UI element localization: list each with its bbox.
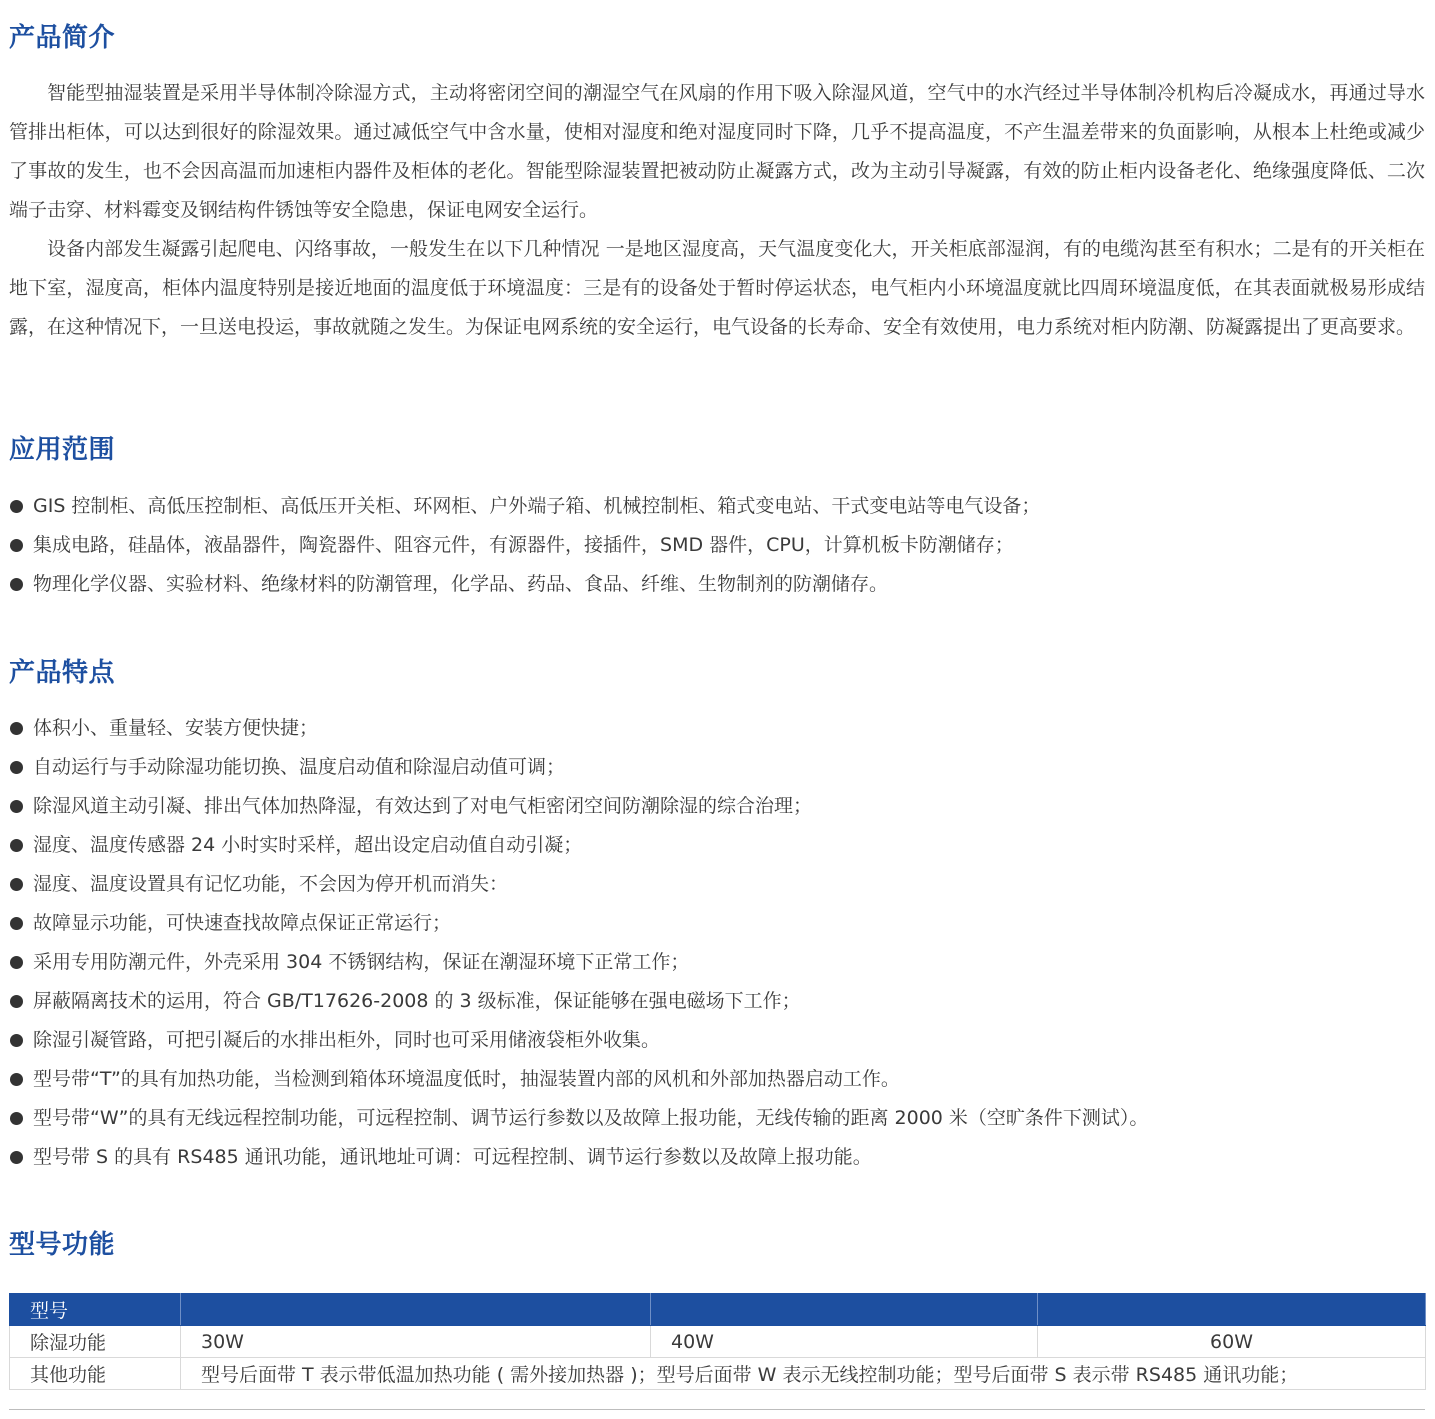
table-cell-wide: 型号后面带 T 表示带低温加热功能 ( 需外接加热器 )；型号后面带 W 表示无线控制功能；型号后面带 S 表示带 RS485 通讯功能； — [181, 1358, 1426, 1390]
list-item: 湿度、温度传感器 24 小时实时采样，超出设定启动值自动引凝； — [9, 826, 1148, 865]
table-header-cell — [1038, 1294, 1426, 1326]
list-item: 采用专用防潮元件，外壳采用 304 不锈钢结构，保证在潮湿环境下正常工作； — [9, 943, 1148, 982]
list-item: 湿度、温度设置具有记忆功能，不会因为停开机而消失： — [9, 865, 1148, 904]
intro-body — [9, 74, 1425, 347]
table-header-cell — [651, 1294, 1038, 1326]
table-cell: 40W — [651, 1326, 1038, 1358]
table-row — [10, 1358, 1426, 1390]
table-cell-label: 除湿功能 — [10, 1326, 181, 1358]
divider — [9, 1409, 1425, 1410]
list-item: 自动运行与手动除湿功能切换、温度启动值和除湿启动值可调； — [9, 748, 1148, 787]
table-cell: 30W — [181, 1326, 651, 1358]
list-item: 除湿引凝管路，可把引凝后的水排出柜外，同时也可采用储液袋柜外收集。 — [9, 1021, 1148, 1060]
table-header-cell: 型号 — [10, 1294, 181, 1326]
list-item: GIS 控制柜、高低压控制柜、高低压开关柜、环网柜、户外端子箱、机械控制柜、箱式变电站、干式变电站等电气设备； — [9, 487, 1040, 526]
list-item: 型号带“T”的具有加热功能，当检测到箱体环境温度低时，抽湿装置内部的风机和外部加热器启动工作。 — [9, 1060, 1148, 1099]
intro-paragraph-2: 设备内部发生凝露引起爬电、闪络事故，一般发生在以下几种情况 一是地区湿度高，天气温度变化大，开关柜底部湿润，有的电缆沟甚至有积水；二是有的开关柜在地下室，湿度高，柜体内温度特别是接近地面的温度低于环境温度：三是有的设备处于暂时停运状态，电气柜内小环境温度就比四周环境温度低，在其表面就极易形成结露，在这种情况下，一旦送电投运，事故就随之发生。为保证电网系统的安全运行，电气设备的长寿命、安全有效使用，电力系统对柜内防潮、防凝露提出了更高要求。 — [9, 238, 1425, 338]
list-item: 体积小、重量轻、安装方便快捷； — [9, 709, 1148, 748]
list-item: 屏蔽隔离技术的运用，符合 GB/T17626-2008 的 3 级标准，保证能够在强电磁场下工作； — [9, 982, 1148, 1021]
table-row — [10, 1326, 1426, 1358]
section-title-scope: 应用范围 — [9, 435, 116, 465]
features-list — [9, 709, 1148, 1177]
section-title-models: 型号功能 — [9, 1230, 116, 1260]
scope-list — [9, 487, 1040, 604]
list-item: 型号带 S 的具有 RS485 通讯功能，通讯地址可调：可远程控制、调节运行参数以及故障上报功能。 — [9, 1138, 1148, 1177]
list-item: 集成电路，硅晶体，液晶器件，陶瓷器件、阻容元件，有源器件，接插件，SMD 器件，CPU，计算机板卡防潮储存； — [9, 526, 1040, 565]
intro-paragraph-1: 智能型抽湿装置是采用半导体制冷除湿方式，主动将密闭空间的潮湿空气在风扇的作用下吸入除湿风道，空气中的水汽经过半导体制冷机构后冷凝成水，再通过导水管排出柜体，可以达到很好的除湿效果。通过减低空气中含水量，使相对湿度和绝对湿度同时下降，几乎不提高温度，不产生温差带来的负面影响，从根本上杜绝或减少了事故的发生，也不会因高温而加速柜内器件及柜体的老化。智能型除湿装置把被动防止凝露方式，改为主动引导凝露，有效的防止柜内设备老化、绝缘强度降低、二次端子击穿、材料霉变及钢结构件锈蚀等安全隐患，保证电网安全运行。 — [9, 82, 1425, 221]
section-title-features: 产品特点 — [9, 658, 116, 688]
table-cell-label: 其他功能 — [10, 1358, 181, 1390]
table-header-row — [10, 1294, 1426, 1326]
list-item: 物理化学仪器、实验材料、绝缘材料的防潮管理，化学品、药品、食品、纤维、生物制剂的防潮储存。 — [9, 565, 1040, 604]
model-function-table — [9, 1293, 1426, 1390]
list-item: 除湿风道主动引凝、排出气体加热降湿，有效达到了对电气柜密闭空间防潮除湿的综合治理； — [9, 787, 1148, 826]
table-cell: 60W — [1038, 1326, 1426, 1358]
list-item: 故障显示功能，可快速查找故障点保证正常运行； — [9, 904, 1148, 943]
list-item: 型号带“W”的具有无线远程控制功能，可远程控制、调节运行参数以及故障上报功能，无线传输的距离 2000 米（空旷条件下测试）。 — [9, 1099, 1148, 1138]
table-header-cell — [181, 1294, 651, 1326]
section-title-intro: 产品简介 — [9, 23, 116, 53]
